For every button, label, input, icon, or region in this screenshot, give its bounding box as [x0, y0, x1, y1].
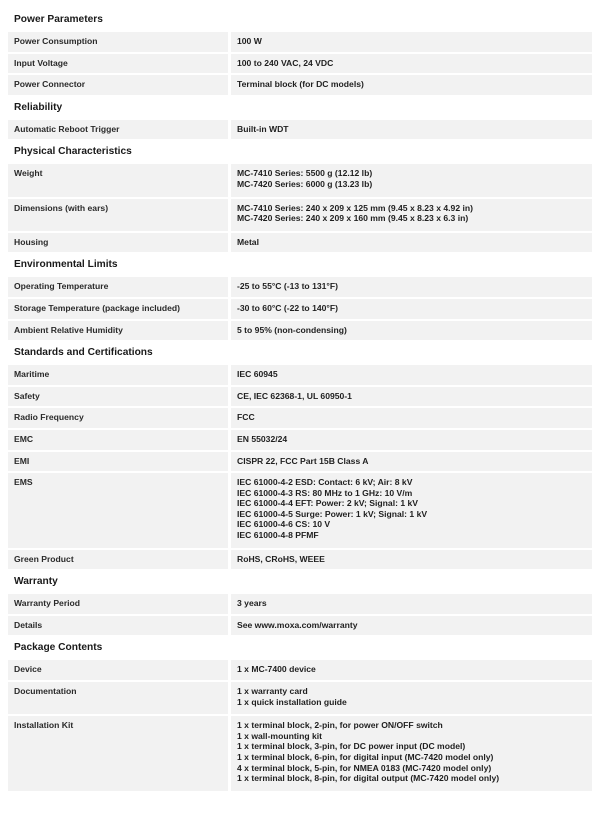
spec-label: Safety	[8, 387, 228, 407]
spec-value-line: IEC 61000-4-4 EFT: Power: 2 kV; Signal: 1 kV	[237, 498, 419, 509]
spec-row-documentation	[8, 680, 592, 714]
spec-row-automatic-reboot-trigger	[8, 118, 592, 140]
spec-value-line: IEC 60945	[237, 369, 278, 380]
spec-row-safety	[8, 385, 592, 407]
spec-label: Warranty Period	[8, 594, 228, 614]
section-title-package-contents: Package Contents	[14, 642, 103, 654]
spec-row-weight	[8, 162, 592, 196]
spec-value	[231, 473, 592, 548]
spec-row-housing	[8, 231, 592, 253]
spec-row-radio-frequency	[8, 406, 592, 428]
spec-row-operating-temperature	[8, 275, 592, 297]
spec-label: Maritime	[8, 365, 228, 385]
spec-value	[231, 199, 592, 231]
spec-value-line: 1 x terminal block, 3-pin, for DC power input (DC model)	[237, 741, 466, 752]
spec-value-line: MC-7420 Series: 6000 g (13.23 lb)	[237, 178, 373, 189]
spec-value	[231, 387, 592, 407]
spec-label: Device	[8, 660, 228, 680]
section-title-physical-characteristics: Physical Characteristics	[14, 146, 132, 158]
spec-value	[231, 682, 592, 714]
spec-label: Housing	[8, 233, 228, 253]
spec-value-line: -30 to 60°C (-22 to 140°F)	[237, 302, 338, 313]
spec-value-line: CISPR 22, FCC Part 15B Class A	[237, 455, 369, 466]
spec-row-dimensions-with-ears	[8, 197, 592, 231]
spec-label: Green Product	[8, 550, 228, 570]
spec-value-line: 100 to 240 VAC, 24 VDC	[237, 57, 334, 68]
spec-value-line: IEC 61000-4-2 ESD: Contact: 6 kV; Air: 8 kV	[237, 477, 413, 488]
spec-value-line: EN 55032/24	[237, 433, 288, 444]
spec-value	[231, 716, 592, 791]
spec-value-line: 1 x terminal block, 2-pin, for power ON/OFF switch	[237, 720, 443, 731]
spec-label: Storage Temperature (package included)	[8, 299, 228, 319]
spec-label: EMC	[8, 430, 228, 450]
spec-value	[231, 452, 592, 472]
spec-value-line: Terminal block (for DC models)	[237, 79, 364, 90]
spec-value	[231, 164, 592, 196]
spec-value-line: 1 x terminal block, 6-pin, for digital input (MC-7420 model only)	[237, 752, 494, 762]
spec-value	[231, 233, 592, 253]
spec-row-emc	[8, 428, 592, 450]
spec-value-line: See www.moxa.com/warranty	[237, 619, 358, 630]
section-title-power-parameters: Power Parameters	[14, 14, 103, 25]
spec-value	[231, 430, 592, 450]
spec-label: Documentation	[8, 682, 228, 714]
spec-row-ambient-relative-humidity	[8, 319, 592, 341]
spec-value	[231, 660, 592, 680]
spec-row-installation-kit	[8, 714, 592, 791]
spec-row-ems	[8, 471, 592, 548]
section-title-reliability: Reliability	[14, 101, 63, 113]
section-title-warranty: Warranty	[14, 576, 58, 588]
spec-value-line: 5 to 95% (non-condensing)	[237, 324, 347, 335]
spec-row-input-voltage	[8, 52, 592, 74]
spec-row-power-consumption	[8, 30, 592, 52]
spec-value	[231, 594, 592, 614]
spec-value-line: CE, IEC 62368-1, UL 60950-1	[237, 390, 352, 401]
spec-value	[231, 120, 592, 140]
spec-value-line: FCC	[237, 412, 255, 423]
spec-value-line: 1 x MC-7400 device	[237, 664, 316, 675]
spec-row-green-product	[8, 548, 592, 570]
spec-row-warranty-period	[8, 592, 592, 614]
spec-value	[231, 32, 592, 52]
spec-value-line: 100 W	[237, 36, 262, 46]
spec-value-line: Built-in WDT	[237, 123, 289, 134]
spec-value	[231, 365, 592, 385]
spec-value-line: MC-7410 Series: 240 x 209 x 125 mm (9.45 x 8.23 x 4.92 in)	[237, 202, 474, 213]
spec-value	[231, 277, 592, 297]
spec-value-line: 1 x wall-mounting kit	[237, 730, 322, 741]
spec-label: Power Consumption	[8, 32, 228, 52]
spec-label: Ambient Relative Humidity	[8, 321, 228, 341]
spec-label: Operating Temperature	[8, 277, 228, 297]
spec-value	[231, 321, 592, 341]
spec-value	[231, 75, 592, 95]
spec-row-emi	[8, 450, 592, 472]
spec-value	[231, 54, 592, 74]
spec-label: EMS	[8, 473, 228, 548]
spec-value-line: IEC 61000-4-8 PFMF	[237, 530, 319, 541]
spec-value-line: Metal	[237, 236, 259, 247]
spec-value-line: IEC 61000-4-6 CS: 10 V	[237, 519, 331, 530]
spec-value-line: 3 years	[237, 598, 267, 609]
spec-value	[231, 616, 592, 636]
spec-label: Radio Frequency	[8, 408, 228, 428]
spec-row-power-connector	[8, 73, 592, 95]
section-title-standards-and-certifications: Standards and Certifications	[14, 347, 153, 359]
spec-value-line: 1 x quick installation guide	[237, 696, 347, 707]
spec-row-device	[8, 658, 592, 680]
spec-value-line: IEC 61000-4-5 Surge: Power: 1 kV; Signal: 1 kV	[237, 508, 428, 519]
spec-value-line: 1 x terminal block, 8-pin, for digital output (MC-7420 model only)	[237, 773, 500, 784]
spec-value-line: IEC 61000-4-3 RS: 80 MHz to 1 GHz: 10 V/m	[237, 487, 413, 498]
spec-value	[231, 550, 592, 570]
spec-value	[231, 299, 592, 319]
spec-label: Power Connector	[8, 75, 228, 95]
spec-row-maritime	[8, 363, 592, 385]
spec-label: Installation Kit	[8, 716, 228, 791]
section-title-environmental-limits: Environmental Limits	[14, 259, 118, 271]
spec-value-line: MC-7420 Series: 240 x 209 x 160 mm (9.45 x 8.23 x 6.3 in)	[237, 213, 469, 224]
spec-label: Weight	[8, 164, 228, 196]
spec-row-details	[8, 614, 592, 636]
spec-value-line: RoHS, CRoHS, WEEE	[237, 553, 325, 564]
spec-value	[231, 408, 592, 428]
spec-label: EMI	[8, 452, 228, 472]
spec-row-storage-temperature-package-included	[8, 297, 592, 319]
spec-value-line: -25 to 55°C (-13 to 131°F)	[237, 281, 338, 292]
spec-label: Input Voltage	[8, 54, 228, 74]
spec-label: Dimensions (with ears)	[8, 199, 228, 231]
spec-sheet	[0, 10, 600, 836]
spec-label: Details	[8, 616, 228, 636]
spec-label: Automatic Reboot Trigger	[8, 120, 228, 140]
spec-value-line: MC-7410 Series: 5500 g (12.12 lb)	[237, 168, 373, 179]
spec-value-line: 1 x warranty card	[237, 686, 308, 697]
spec-value-line: 4 x terminal block, 5-pin, for NMEA 0183 (MC-7420 model only)	[237, 762, 492, 773]
